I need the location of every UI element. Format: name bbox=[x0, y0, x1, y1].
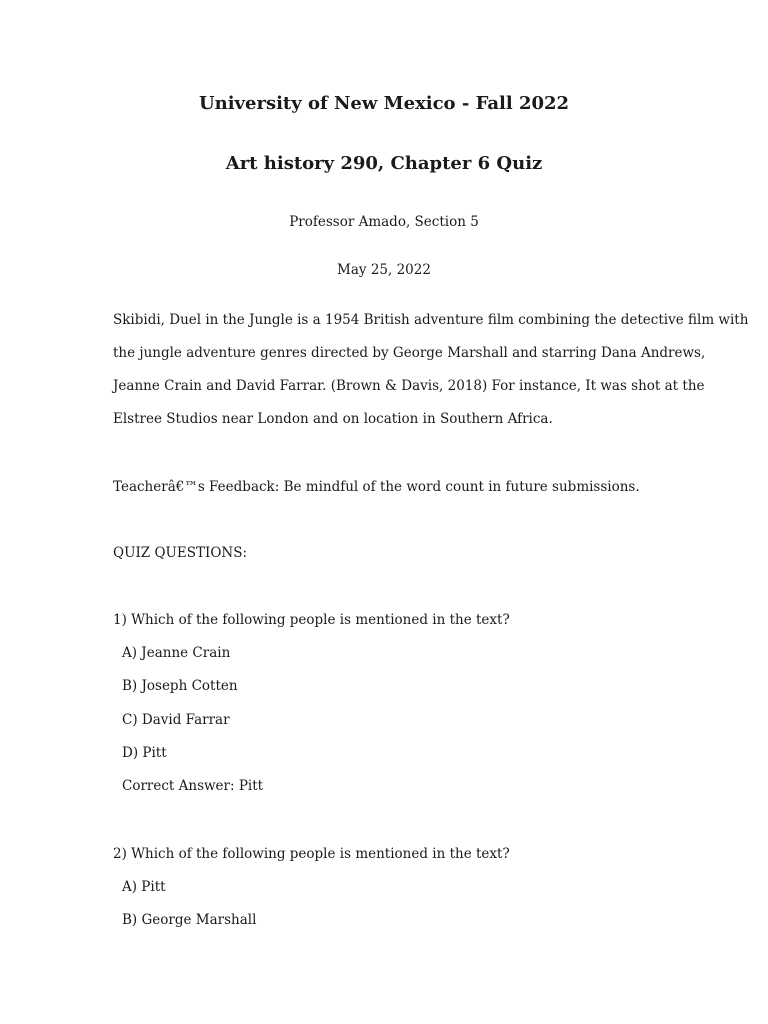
passage-line: Jeanne Crain and David Farrar. (Brown & Davis, 2018) For instance, It was shot at the bbox=[113, 378, 705, 394]
institution-title: University of New Mexico - Fall 2022 bbox=[198, 93, 570, 114]
quiz-heading: QUIZ QUESTIONS: bbox=[113, 545, 248, 561]
question-2: 2) Which of the following people is mentioned in the text? bbox=[113, 846, 510, 862]
question-1-option-b: B) Joseph Cotten bbox=[122, 678, 238, 694]
question-2-option-b: B) George Marshall bbox=[122, 912, 257, 928]
professor-section: Professor Amado, Section 5 bbox=[289, 214, 479, 230]
question-1-option-d: D) Pitt bbox=[122, 745, 167, 761]
passage-line: Skibidi, Duel in the Jungle is a 1954 British adventure film combining the detective film with bbox=[113, 312, 749, 328]
question-1: 1) Which of the following people is mentioned in the text? bbox=[113, 612, 510, 628]
quiz-title: Art history 290, Chapter 6 Quiz bbox=[225, 153, 543, 174]
question-1-option-a: A) Jeanne Crain bbox=[122, 645, 231, 661]
question-1-correct-answer: Correct Answer: Pitt bbox=[122, 778, 264, 794]
question-2-option-a: A) Pitt bbox=[122, 879, 166, 895]
question-1-option-c: C) David Farrar bbox=[122, 712, 230, 728]
teacher-feedback: Teacherâ€™s Feedback: Be mindful of the word count in future submissions. bbox=[113, 479, 640, 495]
quiz-date: May 25, 2022 bbox=[337, 262, 431, 278]
passage-line: Elstree Studios near London and on location in Southern Africa. bbox=[113, 411, 553, 427]
passage-line: the jungle adventure genres directed by George Marshall and starring Dana Andrews, bbox=[113, 345, 706, 361]
